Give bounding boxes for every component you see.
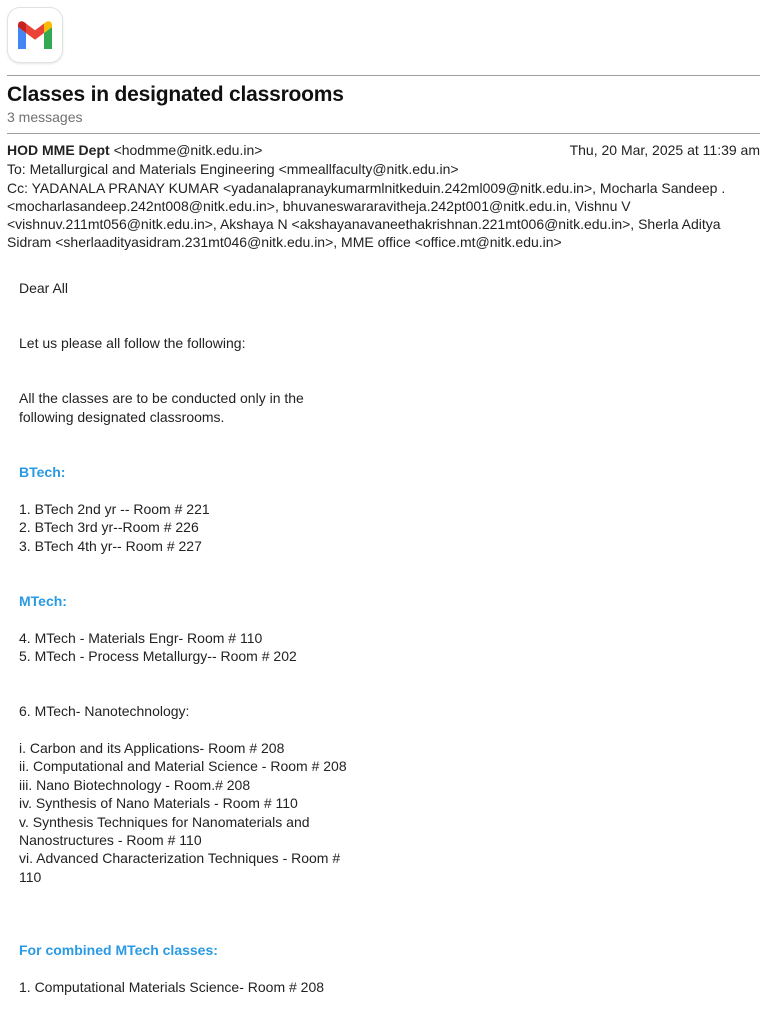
list-item: ii. Computational and Material Science - Room # 208	[19, 758, 347, 775]
statement: All the classes are to be conducted only in the following designated classrooms.	[19, 390, 304, 425]
nano-heading: 6. MTech- Nanotechnology:	[19, 703, 190, 720]
list-item: i. Carbon and its Applications- Room # 208	[19, 740, 285, 757]
btech-heading: BTech:	[19, 464, 66, 481]
recipients-to: To: Metallurgical and Materials Engineering <mmeallfaculty@nitk.edu.in>	[7, 161, 459, 177]
intro-line: Let us please all follow the following:	[19, 335, 246, 352]
greeting: Dear All	[19, 280, 69, 296]
header-divider	[7, 133, 760, 134]
combined-heading: For combined MTech classes:	[19, 942, 218, 959]
recipients-cc: Cc: YADANALA PRANAY KUMAR <yadanalapranaykumarmlnitkeduin.242ml009@nitk.edu.in>, Mocharla Sandeep . <mocharlasandeep.242nt008@nitk.edu.in>, bhuvaneswararavitheja.242pt001@nitk.edu.in, Vishnu V <vishnuv.211mt056@nitk.edu.in>, Akshaya N <akshayanavaneethakrishnan.221mt006@nitk.edu.in>, Sherla Aditya Sidram <sherlaadityasidram.231mt046@nitk.edu.in>, MME office <office.mt@nitk.edu.in>	[7, 180, 726, 250]
list-item: 3. BTech 4th yr-- Room # 227	[19, 537, 202, 554]
sender	[7, 141, 262, 159]
message-date: Thu, 20 Mar, 2025 at 11:39 am	[569, 142, 760, 158]
list-item: 2. BTech 3rd yr--Room # 226	[19, 519, 199, 536]
thread-subject: Classes in designated classrooms	[7, 83, 344, 106]
list-item: vi. Advanced Characterization Techniques - Room # 110	[19, 850, 341, 885]
list-item: 4. MTech - Materials Engr- Room # 110	[19, 629, 263, 646]
sender-email: <hodmme@nitk.edu.in>	[113, 142, 263, 158]
list-item: v. Synthesis Techniques for Nanomaterials and Nanostructures - Room # 110	[19, 813, 310, 849]
top-divider	[7, 75, 760, 76]
list-item: 5. MTech - Process Metallurgy-- Room # 202	[19, 648, 297, 665]
sender-name: HOD MME Dept	[7, 142, 110, 158]
message-count: 3 messages	[7, 109, 83, 125]
list-item: iv. Synthesis of Nano Materials - Room # 110	[19, 795, 298, 812]
list-item: 1. BTech 2nd yr -- Room # 221	[19, 500, 210, 517]
gmail-logo-icon	[8, 8, 62, 62]
mtech-heading: MTech:	[19, 592, 67, 609]
message-body	[19, 279, 359, 997]
gmail-m-icon	[16, 21, 54, 49]
list-item: iii. Nano Biotechnology - Room.# 208	[19, 776, 251, 793]
list-item: 1. Computational Materials Science- Room # 208	[19, 979, 325, 996]
